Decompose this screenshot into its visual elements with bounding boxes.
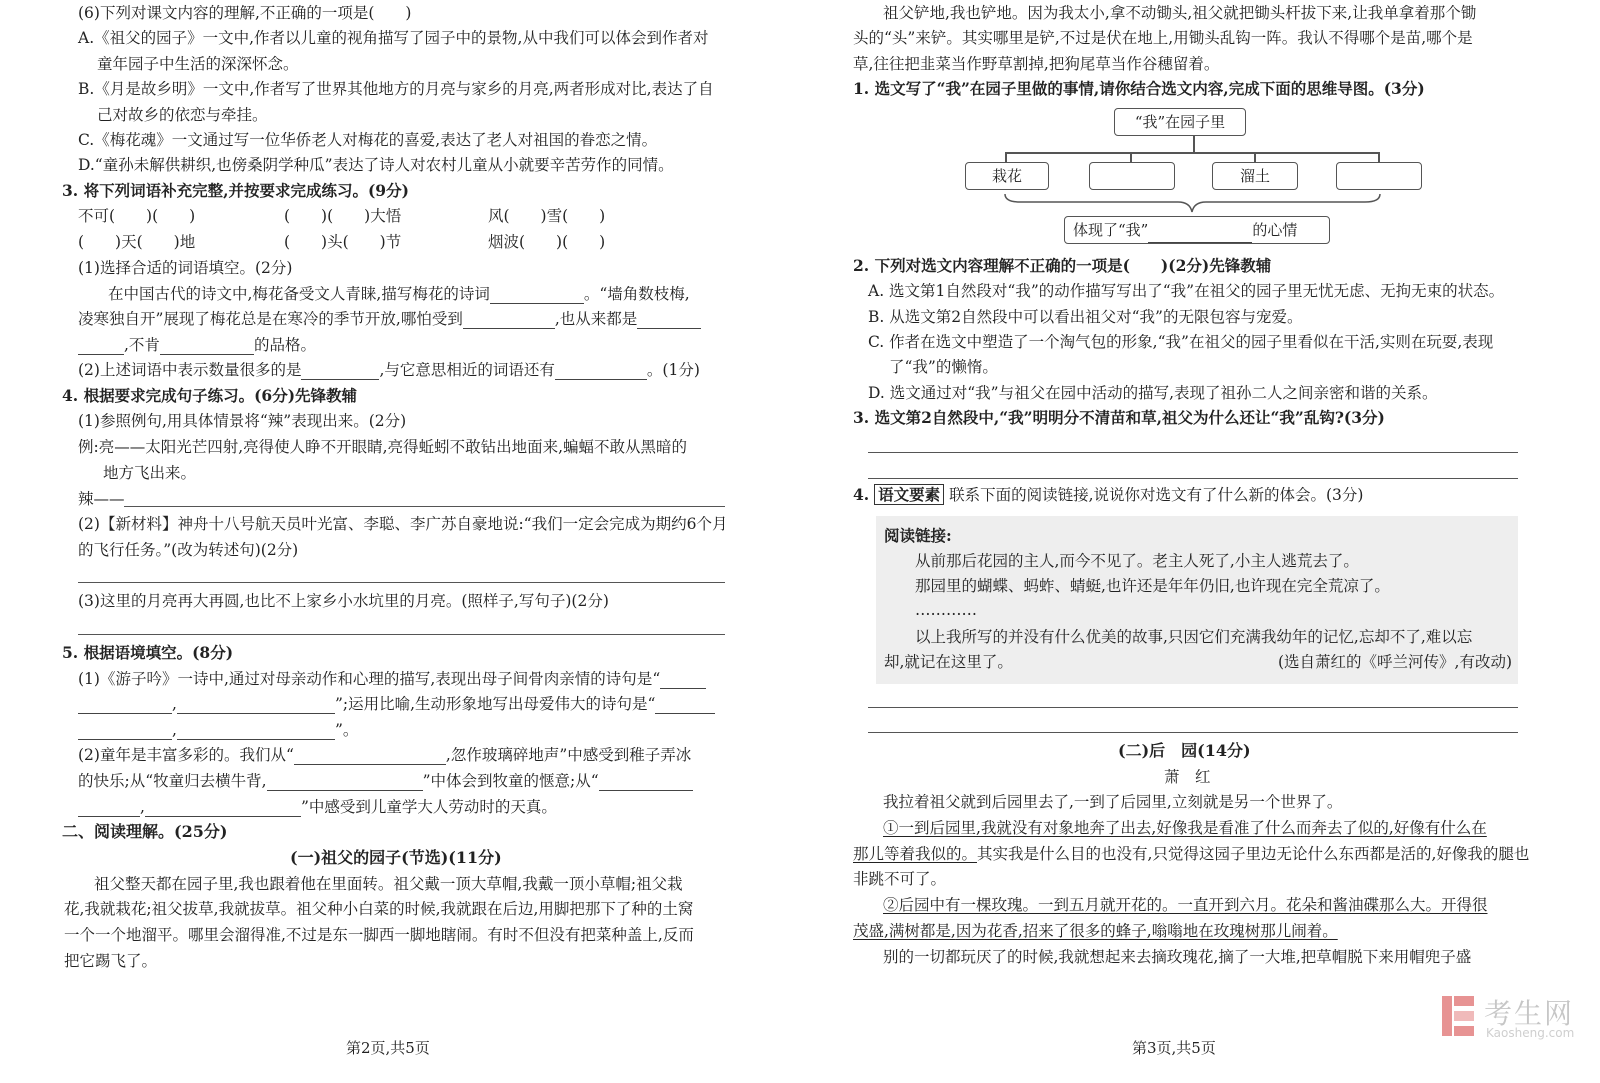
passage-1-title: (一)祖父的园子(节选)(11分): [290, 848, 502, 867]
reading-q1: 1. 选文写了“我”在园子里做的事情,请你结合选文内容,完成下面的思维导图。(3分): [853, 79, 1425, 98]
passage-1-p2-line-2: 头的“头”来铲。其实哪里是铲,不过是伏在地上,用锄头乱钩一阵。我认不得哪个是苗,哪个是: [853, 29, 1473, 47]
blank[interactable]: [555, 363, 647, 380]
q3-1-line-1: 在中国古代的诗文中,梅花备受文人青睐,描写梅花的诗词 。“墙角数枝梅,: [108, 285, 690, 303]
reading-q2-option-c-cont: 了“我”的懒惰。: [889, 358, 998, 376]
answer-line[interactable]: [78, 582, 725, 583]
answer-line[interactable]: [124, 506, 725, 507]
reading-q2-option-a: A. 选文第1自然段对“我”的动作描写写出了“我”在祖父的园子里无忧无虑、无拘无束的状态。: [868, 282, 1505, 300]
reading-link-line-4: 却,就记在这里了。: [884, 653, 1013, 671]
blank[interactable]: [177, 723, 335, 740]
reading-link-line-1: 从前那后花园的主人,而今不见了。老主人死了,小主人逃荒去了。: [915, 552, 1359, 570]
blank[interactable]: [599, 774, 693, 791]
blank[interactable]: [177, 697, 335, 714]
q6-option-a: A.《祖父的园子》一文中,作者以儿童的视角描写了园子中的景物,从中我们可以体会到作者对: [78, 29, 709, 47]
watermark-url: Kaosheng.com: [1486, 1026, 1575, 1040]
reading-q2-option-c: C. 作者在选文中塑造了一个淘气包的形象,“我”在祖父的园子里看似在干活,实则在玩耍,表现: [868, 333, 1494, 351]
q6-option-c: C.《梅花魂》一文通过写一位华侨老人对梅花的喜爱,表达了老人对祖国的眷恋之情。: [78, 131, 658, 149]
section-2-title: 二、阅读理解。(25分): [62, 822, 228, 841]
passage-2-line-1: 我拉着祖父就到后园里去了,一到了后园里,立刻就是另一个世界了。: [883, 793, 1343, 811]
blank[interactable]: [294, 748, 446, 765]
answer-line[interactable]: [868, 452, 1518, 453]
mind-map-brace: [1000, 188, 1385, 216]
q5-2-line-3: , ”中感受到儿童学大人劳动时的天真。: [78, 797, 557, 817]
skill-tag: 语文要素: [874, 484, 944, 505]
q4-2-cont: 的飞行任务。”(改为转述句)(2分): [78, 541, 299, 559]
mind-map-root: “我”在园子里: [1114, 108, 1246, 136]
passage-2-line-7: 别的一切都玩厌了的时候,我就想起来去摘玫瑰花,摘了一大堆,把草帽脱下来用帽兜子盛: [883, 948, 1472, 966]
passage-2-line-6: 茂盛,满树都是,因为花香,招来了很多的蜂子,嗡嗡地在玫瑰树那儿闹着。: [853, 922, 1338, 940]
connector: [1130, 152, 1132, 162]
q3-1-line-2: 凌寒独自开”展现了梅花总是在寒冷的季节开放,哪怕受到 ,也从来都是: [78, 309, 701, 329]
q5-1-line-1: (1)《游子吟》一诗中,通过对母亲动作和心理的描写,表现出母子间骨肉亲情的诗句是“: [78, 669, 706, 689]
blank[interactable]: [267, 774, 423, 791]
kaosheng-logo-icon: [1440, 994, 1476, 1038]
blank[interactable]: [637, 312, 701, 329]
connector: [1193, 136, 1195, 152]
reading-link-title: 阅读链接:: [884, 526, 952, 545]
mind-map-summary: 体现了“我” 的心情: [1064, 216, 1330, 244]
passage-1-line-2: 花,我就栽花;祖父拔草,我就拔草。祖父种小白菜的时候,我就跟在后边,用脚把那下了种的土窝: [64, 900, 694, 918]
mind-map-node-2-blank[interactable]: [1089, 162, 1175, 190]
answer-line[interactable]: [868, 707, 1518, 708]
reading-q2-option-d: D. 选文通过对“我”与祖父在园中活动的描写,表现了祖孙二人之间亲密和谐的关系。: [868, 384, 1438, 402]
q4-1-example: 例:亮——太阳光芒四射,亮得使人睁不开眼睛,亮得蚯蚓不敢钻出地面来,蝙蝠不敢从黑暗的: [78, 438, 688, 456]
answer-line[interactable]: [868, 732, 1518, 733]
connector: [1254, 152, 1256, 162]
q5-1-line-3: , ”。: [78, 720, 358, 740]
page-number: 第2页,共5页: [346, 1039, 430, 1057]
q3-word-2: ( )( )大悟: [284, 207, 402, 225]
q3-1-line-3: ,不肯 的品格。: [78, 335, 316, 355]
q4-3: (3)这里的月亮再大再圆,也比不上家乡小水坑里的月亮。(照样子,写句子)(2分): [78, 592, 609, 610]
blank[interactable]: [463, 312, 555, 329]
reading-q3: 3. 选文第2自然段中,“我”明明分不清苗和草,祖父为什么还让“我”乱钩?(3分): [853, 408, 1385, 427]
q3-2: (2)上述词语中表示数量很多的是 ,与它意思相近的词语还有 。(1分): [78, 361, 700, 379]
q5-1-line-2: , ”;运用比喻,生动形象地写出母爱伟大的诗句是“: [78, 694, 715, 714]
q3-word-5: ( )头( )节: [284, 233, 402, 251]
q5-title: 5. 根据语境填空。(8分): [62, 643, 234, 662]
passage-1-p2-line-1: 祖父铲地,我也铲地。因为我太小,拿不动锄头,祖父就把锄头杆拔下来,让我单拿着那个锄: [883, 4, 1477, 22]
blank[interactable]: [78, 723, 172, 740]
blank[interactable]: [145, 800, 301, 817]
q3-word-6: 烟波( )( ): [488, 233, 606, 251]
reading-link-source: (选自萧红的《呼兰河传》,有改动): [1278, 653, 1513, 671]
q6-option-b-cont: 己对故乡的依恋与牵挂。: [97, 106, 268, 124]
reading-q2: 2. 下列对选文内容理解不正确的一项是( )(2分)先锋教辅: [853, 256, 1272, 275]
q3-word-4: ( )天( )地: [78, 233, 196, 251]
connector: [1005, 152, 1007, 162]
q6-title: (6)下列对课文内容的理解,不正确的一项是( ): [78, 4, 412, 22]
passage-2-title: (二)后 园(14分): [1118, 741, 1251, 760]
reading-q2-option-b: B. 从选文第2自然段中可以看出祖父对“我”的无限包容与宠爱。: [868, 308, 1303, 326]
blank[interactable]: [490, 287, 584, 304]
passage-2-author: 萧 红: [1164, 768, 1211, 786]
q3-1-title: (1)选择合适的词语填空。(2分): [78, 259, 293, 277]
q6-option-b: B.《月是故乡明》一文中,作者写了世界其他地方的月亮与家乡的月亮,两者形成对比,表达了自: [78, 80, 714, 98]
answer-line[interactable]: [868, 478, 1518, 479]
connector: [1005, 152, 1379, 154]
passage-1-line-3: 一个一个地溜平。哪里会溜得准,不过是东一脚西一脚地瞎闹。有时不但没有把菜种盖上,反而: [64, 926, 694, 944]
passage-2-line-2: ①一到后园里,我就没有对象地奔了出去,好像我是看准了什么而奔去了似的,好像有什么在: [883, 819, 1487, 837]
passage-2-line-4: 非跳不可了。: [853, 870, 947, 888]
q3-word-1: 不可( )( ): [78, 207, 196, 225]
passage-2-line-5: ②后园中有一棵玫瑰。一到五月就开花的。一直开到六月。花朵和酱油碟那么大。开得很: [883, 896, 1488, 914]
blank[interactable]: [78, 338, 124, 355]
reading-link-line-2: 那园里的蝴蝶、蚂蚱、蜻蜓,也许还是年年仍旧,也许现在完全荒凉了。: [915, 577, 1390, 595]
blank[interactable]: [660, 672, 706, 689]
passage-1-p2-line-3: 草,往往把韭菜当作野草割掉,把狗尾草当作谷穗留着。: [853, 55, 1220, 73]
page-number: 第3页,共5页: [1132, 1039, 1216, 1057]
q5-2-line-2: 的快乐;从“牧童归去横牛背, ”中体会到牧童的惬意;从“: [78, 771, 693, 791]
blank[interactable]: [655, 697, 715, 714]
kaosheng-watermark: [1440, 992, 1590, 1044]
mind-map-node-4-blank[interactable]: [1336, 162, 1422, 190]
reading-link-line-3: 以上我所写的并没有什么优美的故事,只因它们充满我幼年的记忆,忘却不了,难以忘: [915, 628, 1473, 646]
blank[interactable]: [301, 363, 379, 380]
q6-option-a-cont: 童年园子中生活的深深怀念。: [97, 55, 299, 73]
q6-option-d: D.“童孙未解供耕织,也傍桑阴学种瓜”表达了诗人对农村儿童从小就要辛苦劳作的同情。: [78, 156, 674, 174]
q3-title: 3. 将下列词语补充完整,并按要求完成练习。(9分): [62, 181, 409, 200]
blank[interactable]: [1148, 224, 1252, 243]
passage-1-line-1: 祖父整天都在园子里,我也跟着他在里面转。祖父戴一顶大草帽,我戴一顶小草帽;祖父栽: [94, 875, 683, 893]
passage-1-line-4: 把它踢飞了。: [64, 952, 158, 970]
connector: [1378, 152, 1380, 162]
q5-2-line-1: (2)童年是丰富多彩的。我们从“ ,忽作玻璃碎地声”中感受到稚子弄冰: [78, 746, 692, 764]
q4-1-example-cont: 地方飞出来。: [103, 464, 197, 482]
q4-1-title: (1)参照例句,用具体情景将“辣”表现出来。(2分): [78, 412, 407, 430]
reading-q4: 4. 语文要素 联系下面的阅读链接,说说你对选文有了什么新的体会。(3分): [853, 485, 1364, 504]
reading-link-ellipsis: …………: [915, 601, 977, 619]
watermark-name: 考生网: [1484, 997, 1575, 1030]
q4-1-answer-label: 辣——: [78, 490, 125, 508]
mind-map-node-1: 栽花: [965, 162, 1049, 190]
mind-map-node-3: 溜土: [1212, 162, 1298, 190]
answer-line[interactable]: [78, 634, 725, 635]
blank[interactable]: [78, 800, 140, 817]
passage-2-line-3: 那儿等着我似的。其实我是什么目的也没有,只觉得这园子里边无论什么东西都是活的,好像我的腿也: [853, 845, 1530, 863]
blank[interactable]: [78, 697, 172, 714]
q4-2: (2)【新材料】神舟十八号航天员叶光富、李聪、李广苏自豪地说:“我们一定会完成为期约6个月: [78, 515, 728, 533]
q3-word-3: 风( )雪( ): [488, 207, 606, 225]
blank[interactable]: [160, 338, 254, 355]
q4-title: 4. 根据要求完成句子练习。(6分)先锋教辅: [62, 386, 358, 405]
